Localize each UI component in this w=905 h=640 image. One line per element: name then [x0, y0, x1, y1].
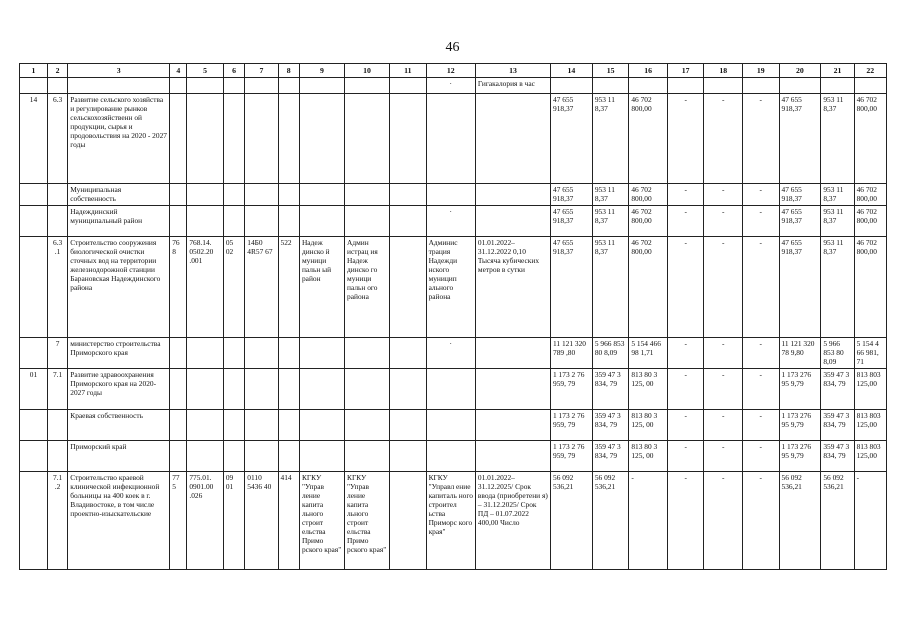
table-cell: [223, 78, 244, 94]
table-cell: [629, 78, 668, 94]
column-header: 22: [854, 64, 886, 78]
column-header: 17: [667, 64, 703, 78]
table-cell: 01: [20, 369, 48, 410]
table-cell: -: [704, 184, 743, 206]
table-cell: 11 121 320 789 ,80: [551, 338, 593, 369]
table-cell: [20, 441, 48, 472]
table-cell: [223, 94, 244, 184]
table-cell: 47 655 918,37: [779, 206, 821, 237]
table-cell: 359 47 3 834, 79: [592, 410, 628, 441]
table-cell: [245, 410, 278, 441]
table-cell: [475, 184, 550, 206]
table-cell: 5 966 853 80 8,09: [592, 338, 628, 369]
column-header: 3: [68, 64, 170, 78]
table-cell: 09 01: [223, 472, 244, 570]
table-cell: 01.01.2022– 31.12.2022 0,10 Тысяча кубических метров в сутки: [475, 237, 550, 338]
table-cell: [345, 206, 390, 237]
table-row: [20, 94, 887, 184]
table-cell: [223, 206, 244, 237]
table-row: [20, 369, 887, 410]
table-cell: [170, 78, 187, 94]
column-header: 16: [629, 64, 668, 78]
table-cell: [245, 441, 278, 472]
table-cell: 05 02: [223, 237, 244, 338]
table-cell: [475, 338, 550, 369]
column-header: 12: [426, 64, 475, 78]
table-cell: [170, 410, 187, 441]
table-cell: [278, 206, 299, 237]
table-cell: 1 173 276 95 9,79: [779, 410, 821, 441]
table-cell: [170, 441, 187, 472]
table-cell: [20, 472, 48, 570]
column-header: 2: [47, 64, 67, 78]
table-cell: [854, 78, 886, 94]
table-cell: -: [667, 237, 703, 338]
table-cell: Админ истрац ия Надеж динско го муници пальн ого района: [345, 237, 390, 338]
table-cell: 359 47 3 834, 79: [821, 441, 854, 472]
table-cell: [278, 369, 299, 410]
table-cell: -: [704, 410, 743, 441]
table-cell: 5 966 853 80 8,09: [821, 338, 854, 369]
table-cell: [390, 206, 426, 237]
table-cell: [390, 410, 426, 441]
table-cell: [170, 369, 187, 410]
table-cell: [345, 184, 390, 206]
budget-table-container: [19, 63, 887, 570]
table-cell: [187, 184, 223, 206]
column-header: 1: [20, 64, 48, 78]
table-row: [20, 237, 887, 338]
table-cell: Строительство краевой клинической инфекционной больницы на 400 коек в г. Владивостоке, в том числе проектно-изыскательские: [68, 472, 170, 570]
table-cell: [390, 441, 426, 472]
table-cell: 7: [47, 338, 67, 369]
table-cell: 813 803 125,00: [854, 410, 886, 441]
table-cell: [68, 78, 170, 94]
table-cell: ·: [426, 78, 475, 94]
table-cell: 56 092 536,21: [821, 472, 854, 570]
table-cell: [20, 206, 48, 237]
table-cell: -: [667, 441, 703, 472]
table-cell: 46 702 800,00: [629, 94, 668, 184]
table-cell: [426, 441, 475, 472]
table-cell: [299, 410, 344, 441]
table-row: [20, 441, 887, 472]
table-row: [20, 472, 887, 570]
table-cell: 7.1 .2: [47, 472, 67, 570]
table-cell: 14Б0 4R57 67: [245, 237, 278, 338]
table-cell: [390, 184, 426, 206]
table-cell: 522: [278, 237, 299, 338]
table-cell: [170, 338, 187, 369]
table-cell: -: [704, 472, 743, 570]
table-cell: Краевая собственность: [68, 410, 170, 441]
table-cell: -: [743, 237, 779, 338]
table-cell: [475, 410, 550, 441]
table-cell: [245, 94, 278, 184]
table-cell: -: [667, 369, 703, 410]
column-header: 5: [187, 64, 223, 78]
table-cell: [299, 184, 344, 206]
table-cell: Гигакалория в час: [475, 78, 550, 94]
table-row: [20, 78, 887, 94]
table-header-row: [20, 64, 887, 78]
table-cell: [223, 184, 244, 206]
table-cell: КГКУ "Управл ение капиталь ного строител ьства Приморс кого края": [426, 472, 475, 570]
column-header: 9: [299, 64, 344, 78]
table-row: [20, 338, 887, 369]
table-cell: 46 702 800,00: [854, 206, 886, 237]
table-cell: [821, 78, 854, 94]
table-row: [20, 206, 887, 237]
table-cell: [390, 94, 426, 184]
table-cell: [20, 237, 48, 338]
table-cell: 46 702 800,00: [854, 237, 886, 338]
table-cell: [223, 410, 244, 441]
table-cell: -: [667, 338, 703, 369]
table-cell: 47 655 918,37: [779, 184, 821, 206]
table-cell: 47 655 918,37: [551, 184, 593, 206]
table-cell: Развитие сельского хозяйства и регулирование рынков сельскохозяйственн ой продукции, сырья и продовольствия на 2020 - 2027 годы: [68, 94, 170, 184]
table-cell: [704, 78, 743, 94]
table-cell: [426, 369, 475, 410]
page-number: 46: [445, 40, 460, 55]
table-cell: 1 173 2 76 959, 79: [551, 369, 593, 410]
column-header: 8: [278, 64, 299, 78]
table-cell: [278, 441, 299, 472]
table-cell: [278, 410, 299, 441]
table-cell: [278, 94, 299, 184]
table-cell: [187, 410, 223, 441]
table-cell: [47, 441, 67, 472]
column-header: 15: [592, 64, 628, 78]
table-cell: министерство строительства Приморского края: [68, 338, 170, 369]
table-cell: [426, 184, 475, 206]
column-header: 11: [390, 64, 426, 78]
table-cell: 359 47 3 834, 79: [821, 410, 854, 441]
column-header: 19: [743, 64, 779, 78]
table-cell: 5 154 466 98 1,71: [629, 338, 668, 369]
table-cell: 768.14. 0502.20 .001: [187, 237, 223, 338]
table-cell: 813 80 3 125, 00: [629, 410, 668, 441]
table-cell: 56 092 536,21: [592, 472, 628, 570]
table-cell: -: [667, 206, 703, 237]
table-cell: 5 154 4 66 981, 71: [854, 338, 886, 369]
table-cell: 813 803 125,00: [854, 369, 886, 410]
table-cell: [390, 78, 426, 94]
table-cell: [223, 338, 244, 369]
table-cell: 46 702 800,00: [854, 184, 886, 206]
table-cell: 56 092 536,21: [779, 472, 821, 570]
table-cell: 46 702 800,00: [854, 94, 886, 184]
table-cell: 359 47 3 834, 79: [592, 441, 628, 472]
table-cell: [592, 78, 628, 94]
table-cell: [187, 369, 223, 410]
table-cell: -: [667, 472, 703, 570]
table-cell: [187, 206, 223, 237]
table-cell: [47, 78, 67, 94]
table-cell: [345, 441, 390, 472]
table-row: [20, 184, 887, 206]
table-cell: 953 11 8,37: [821, 206, 854, 237]
table-cell: 47 655 918,37: [779, 94, 821, 184]
table-cell: [779, 78, 821, 94]
table-cell: 6.3: [47, 94, 67, 184]
table-cell: 953 11 8,37: [821, 184, 854, 206]
column-header: 14: [551, 64, 593, 78]
table-cell: [245, 369, 278, 410]
table-cell: 01.01.2022– 31.12.2025/ Срок ввода (приобретени я) – 31.12.2025/ Срок ПД – 01.07.2022 400,00 Число: [475, 472, 550, 570]
column-header: 21: [821, 64, 854, 78]
table-cell: КГКУ "Управ ление капита льного строит ельства Примо рского края": [345, 472, 390, 570]
table-cell: 46 702 800,00: [629, 184, 668, 206]
table-cell: 414: [278, 472, 299, 570]
table-cell: 1 173 276 95 9,79: [779, 369, 821, 410]
table-cell: [47, 410, 67, 441]
column-header: 18: [704, 64, 743, 78]
table-cell: Надеждинский муниципальный район: [68, 206, 170, 237]
table-cell: 47 655 918,37: [779, 237, 821, 338]
table-cell: -: [704, 237, 743, 338]
table-cell: 46 702 800,00: [629, 237, 668, 338]
table-cell: 47 655 918,37: [551, 206, 593, 237]
table-cell: Админис трация Надежди нского муницип ального района: [426, 237, 475, 338]
table-cell: [245, 184, 278, 206]
table-cell: [475, 94, 550, 184]
table-cell: [299, 369, 344, 410]
table-cell: -: [743, 441, 779, 472]
column-header: 7: [245, 64, 278, 78]
table-cell: Строительство сооружения биологической очистки сточных вод на территории железнодорожной станции Барановская Надеждинского района: [68, 237, 170, 338]
table-cell: [170, 94, 187, 184]
table-cell: -: [667, 410, 703, 441]
table-cell: -: [743, 94, 779, 184]
table-cell: ·: [426, 206, 475, 237]
table-cell: 7.1: [47, 369, 67, 410]
table-cell: 953 11 8,37: [592, 184, 628, 206]
table-cell: 953 11 8,37: [821, 94, 854, 184]
table-cell: [278, 338, 299, 369]
table-cell: 56 092 536,21: [551, 472, 593, 570]
table-cell: 359 47 3 834, 79: [592, 369, 628, 410]
table-cell: [390, 338, 426, 369]
table-cell: [345, 369, 390, 410]
table-cell: [245, 338, 278, 369]
column-header: 20: [779, 64, 821, 78]
table-cell: -: [667, 94, 703, 184]
table-cell: -: [743, 369, 779, 410]
table-cell: [345, 94, 390, 184]
table-cell: [187, 78, 223, 94]
table-cell: -: [704, 369, 743, 410]
table-cell: 1 173 2 76 959, 79: [551, 410, 593, 441]
table-cell: 359 47 3 834, 79: [821, 369, 854, 410]
table-cell: 953 11 8,37: [592, 94, 628, 184]
column-header: 4: [170, 64, 187, 78]
table-cell: 0110 5436 40: [245, 472, 278, 570]
table-row: [20, 410, 887, 441]
table-cell: Муниципальная собственность: [68, 184, 170, 206]
table-cell: [743, 78, 779, 94]
table-cell: 47 655 918,37: [551, 237, 593, 338]
table-cell: [223, 369, 244, 410]
table-cell: -: [704, 441, 743, 472]
table-cell: [426, 94, 475, 184]
table-cell: 813 80 3 125, 00: [629, 441, 668, 472]
table-cell: -: [704, 94, 743, 184]
table-cell: -: [629, 472, 668, 570]
table-cell: [223, 441, 244, 472]
table-cell: [390, 237, 426, 338]
table-cell: 953 11 8,37: [592, 206, 628, 237]
table-cell: -: [743, 338, 779, 369]
table-cell: 76 8: [170, 237, 187, 338]
table-cell: [187, 441, 223, 472]
table-cell: [278, 184, 299, 206]
table-cell: [20, 410, 48, 441]
table-cell: [47, 184, 67, 206]
table-cell: [551, 78, 593, 94]
table-cell: 953 11 8,37: [592, 237, 628, 338]
table-cell: [299, 78, 344, 94]
table-cell: 46 702 800,00: [629, 206, 668, 237]
table-cell: [47, 206, 67, 237]
table-cell: -: [743, 472, 779, 570]
table-cell: 77 5: [170, 472, 187, 570]
table-cell: [390, 472, 426, 570]
table-cell: [475, 206, 550, 237]
table-cell: 1 173 276 95 9,79: [779, 441, 821, 472]
table-cell: [187, 338, 223, 369]
table-cell: [278, 78, 299, 94]
column-header: 10: [345, 64, 390, 78]
table-cell: ·: [426, 338, 475, 369]
table-cell: -: [704, 338, 743, 369]
table-cell: -: [667, 184, 703, 206]
table-cell: [187, 94, 223, 184]
table-cell: [345, 410, 390, 441]
table-cell: [20, 184, 48, 206]
table-cell: [390, 369, 426, 410]
table-cell: [245, 206, 278, 237]
table-cell: -: [743, 184, 779, 206]
table-cell: -: [743, 206, 779, 237]
table-cell: -: [704, 206, 743, 237]
table-cell: 47 655 918,37: [551, 94, 593, 184]
table-cell: [299, 338, 344, 369]
table-cell: [345, 78, 390, 94]
table-cell: [170, 206, 187, 237]
table-cell: 11 121 320 78 9,80: [779, 338, 821, 369]
table-cell: Приморский край: [68, 441, 170, 472]
table-cell: [299, 441, 344, 472]
table-cell: 953 11 8,37: [821, 237, 854, 338]
column-header: 13: [475, 64, 550, 78]
table-cell: [426, 410, 475, 441]
column-header: 6: [223, 64, 244, 78]
table-cell: [20, 78, 48, 94]
table-cell: Развитие здравоохранения Приморского края на 2020-2027 годы: [68, 369, 170, 410]
budget-table: [19, 63, 887, 570]
table-cell: [170, 184, 187, 206]
table-cell: [475, 369, 550, 410]
table-cell: [667, 78, 703, 94]
table-cell: [299, 206, 344, 237]
table-cell: [299, 94, 344, 184]
table-cell: [475, 441, 550, 472]
table-cell: [345, 338, 390, 369]
table-cell: -: [743, 410, 779, 441]
table-cell: 6.3 .1: [47, 237, 67, 338]
table-cell: Надеж динско й муници пальн ый район: [299, 237, 344, 338]
table-cell: 1 173 2 76 959, 79: [551, 441, 593, 472]
table-cell: 813 803 125,00: [854, 441, 886, 472]
table-cell: 813 80 3 125, 00: [629, 369, 668, 410]
table-cell: КГКУ "Управ ление капита льного строит ельства Примо рского края": [299, 472, 344, 570]
table-cell: -: [854, 472, 886, 570]
table-cell: 775.01. 0901.00 .026: [187, 472, 223, 570]
table-cell: [20, 338, 48, 369]
table-cell: 14: [20, 94, 48, 184]
table-cell: [245, 78, 278, 94]
